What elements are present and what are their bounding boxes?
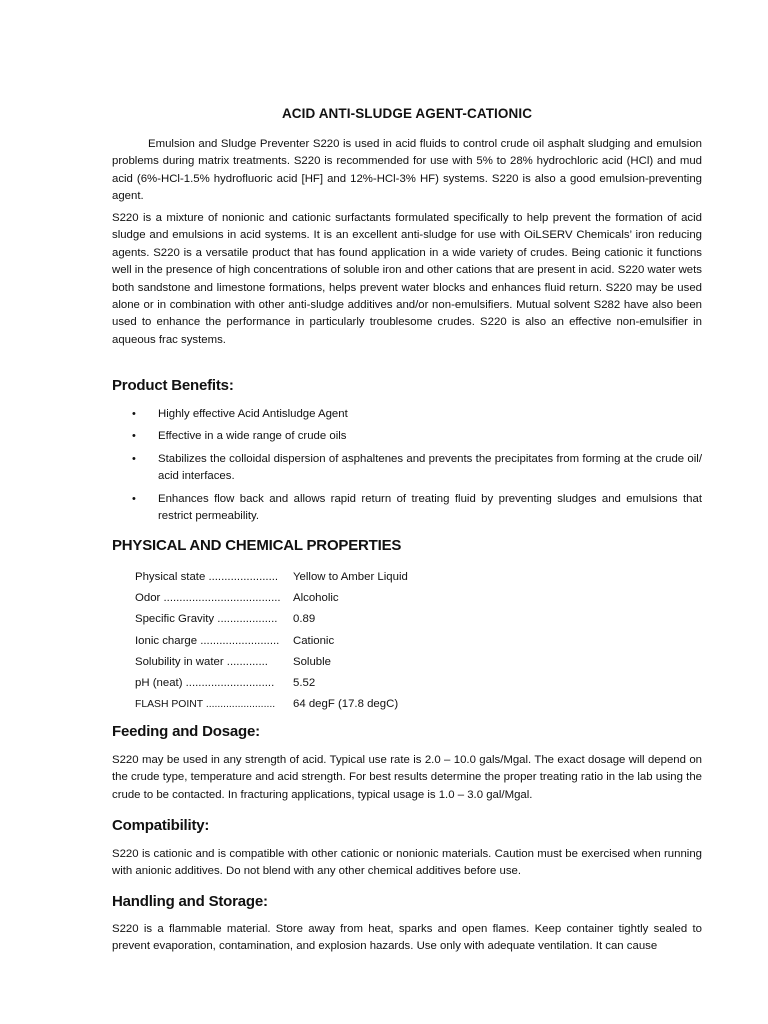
benefit-item [112, 491, 702, 526]
property-row [135, 609, 408, 630]
benefit-text: Effective in a wide range of crude oils [158, 430, 347, 443]
property-label: Specific Gravity ................... [135, 613, 278, 626]
product-benefits-list [112, 406, 702, 530]
property-row [135, 651, 408, 672]
property-label: pH (neat) ............................ [135, 677, 275, 690]
benefit-text: Stabilizes the colloidal dispersion of asphaltenes and prevents the precipitates from forming at the crude oil/ acid interfaces. [158, 452, 702, 483]
property-label: Solubility in water ............. [135, 655, 268, 668]
property-value: Alcoholic [293, 591, 339, 604]
bullet-icon: • [132, 408, 136, 420]
intro-paragraph-1: Emulsion and Sludge Preventer S220 is used in acid fluids to control crude oil asphalt sludging and emulsion problems during matrix treatments. S220 is recommended for use with 5% to 28% hydrochloric acid (HCl) and mud acid (6%-HCl-1.5% hydrofluoric acid [HF] and 12%-HCl-3% HF) systems. S220 is also a good emulsion-preventing agent. [112, 138, 702, 203]
property-value: 64 degF (17.8 degC) [293, 698, 399, 711]
product-benefits-heading: Product Benefits: [112, 377, 234, 394]
bullet-icon: • [132, 452, 136, 465]
benefit-text: Highly effective Acid Antisludge Agent [158, 408, 348, 420]
property-label: Physical state ...................... [135, 570, 279, 583]
property-label: FLASH POINT ........................ [135, 698, 276, 710]
property-row [135, 566, 408, 587]
properties-table [135, 566, 408, 715]
handling-storage-text: S220 is a flammable material. Store away from heat, sparks and open flames. Keep container tightly sealed to prevent evaporation, contamination, and explosion hazards. Use only with adequate ventilation. It can cause [112, 923, 702, 953]
benefit-item [112, 428, 702, 445]
benefit-text: Enhances flow back and allows rapid return of treating fluid by preventing sludges and emulsions that restrict permeability. [158, 492, 702, 523]
property-row [135, 672, 408, 693]
property-row [135, 587, 408, 608]
property-value: Soluble [293, 655, 331, 668]
property-value: Yellow to Amber Liquid [293, 570, 408, 583]
intro-paragraph-2: S220 is a mixture of nonionic and cationic surfactants formulated specifically to help prevent the formation of acid sludge and emulsions in acid systems. It is an excellent anti-sludge for use with OiLSERV Chemicals’ iron reducing agents. S220 is a versatile product that has found application in a wide variety of crudes. Being cationic it functions well in the presence of high concentrations of soluble iron and other cations that are present in acid. S220 water wets both sandstone and limestone formations, helps prevent water blocks and enhances fluid return. S220 may be used alone or in combination with other anti-sludge additives and/or non-emulsifiers. Mutual solvent S282 have also been used to enhance the performance in particularly troublesome crudes. S220 is also an effective non-emulsifier in aqueous frac systems. [112, 212, 702, 346]
property-row [135, 694, 408, 715]
feeding-dosage-heading: Feeding and Dosage: [112, 723, 260, 740]
bullet-icon: • [132, 492, 136, 505]
benefit-item [112, 451, 702, 486]
property-row [135, 630, 408, 651]
benefit-item [112, 406, 702, 423]
property-label: Ionic charge ......................... [135, 634, 280, 647]
property-label: Odor ..................................... [135, 591, 281, 604]
bullet-icon: • [132, 430, 136, 443]
property-value: 0.89 [293, 613, 316, 626]
document-title: ACID ANTI-SLUDGE AGENT-CATIONIC [281, 106, 533, 121]
feeding-dosage-text: S220 may be used in any strength of acid. Typical use rate is 2.0 – 10.0 gals/Mgal. The exact dosage will depend on the crude type, temperature and acid strength. For best results determine the proper treating ratio in the lab using the crude to be contacted. In fracturing applications, typical usage is 1.0 – 3.0 gal/Mgal. [112, 754, 702, 801]
compatibility-text: S220 is cationic and is compatible with other cationic or nonionic materials. Caution must be exercised when running with anionic additives. Do not blend with any other chemical additives before use. [112, 848, 702, 878]
handling-storage-heading: Handling and Storage: [112, 893, 268, 910]
property-value: 5.52 [293, 677, 316, 690]
property-value: Cationic [293, 634, 335, 647]
compatibility-heading: Compatibility: [112, 817, 210, 834]
properties-heading: PHYSICAL AND CHEMICAL PROPERTIES [112, 537, 402, 554]
